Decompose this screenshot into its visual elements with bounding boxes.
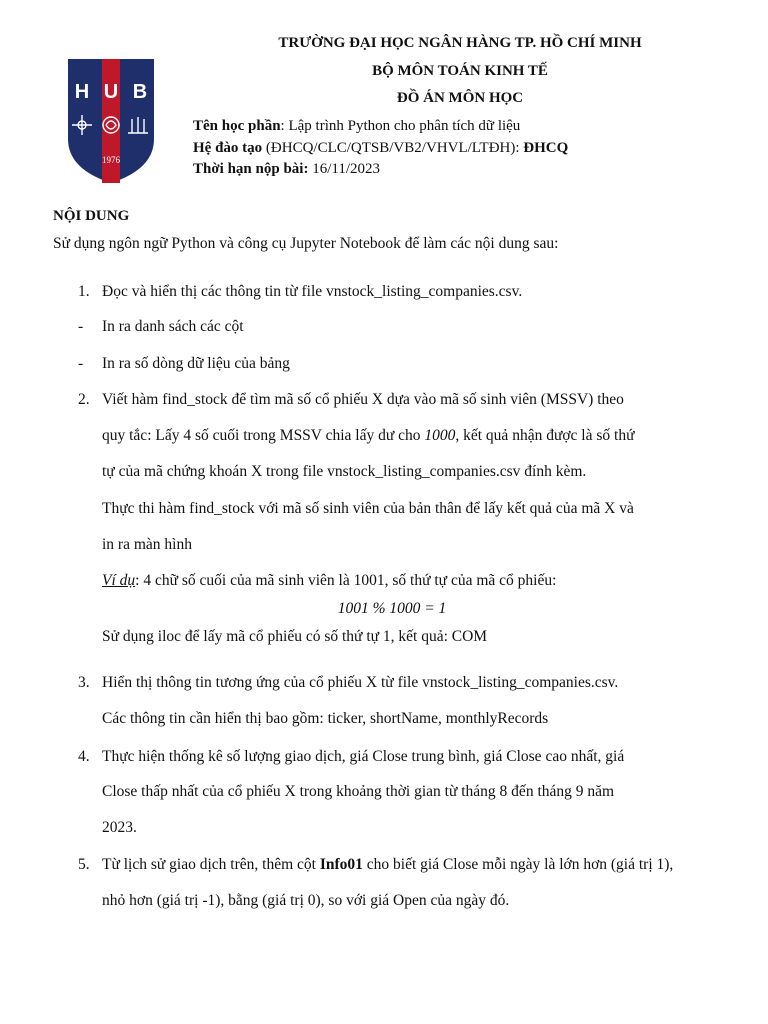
logo-letter-u: U xyxy=(103,81,119,103)
department-name: BỘ MÔN TOÁN KINH TẾ xyxy=(372,63,548,79)
item-2-line-4: Thực thi hàm find_stock với mã số sinh viên của bản thân để lấy kết quả của mã X và xyxy=(102,500,634,517)
item-2-example xyxy=(102,572,556,590)
item-1-sub-2-dash: - xyxy=(78,355,84,372)
example-label: Ví dụ xyxy=(102,572,136,589)
item-3-line-1: Hiển thị thông tin tương ứng của cổ phiếu X từ file vnstock_listing_companies.csv. xyxy=(102,674,619,691)
example-text: : 4 chữ số cuối của mã sinh viên là 1001, số thứ tự của mã cổ phiếu: xyxy=(135,572,557,589)
item-2-line-2a: quy tắc: Lấy 4 số cuối trong MSSV chia lấy dư cho xyxy=(102,427,425,444)
item-3-line-2: Các thông tin cần hiển thị bao gồm: ticker, shortName, monthlyRecords xyxy=(102,710,549,727)
item-1-number: 1. xyxy=(78,283,90,300)
item-2-divisor: 1000 xyxy=(424,427,456,444)
deadline-line xyxy=(193,161,380,178)
logo-letter-b: B xyxy=(132,81,148,103)
university-name: TRƯỜNG ĐẠI HỌC NGÂN HÀNG TP. HỒ CHÍ MINH xyxy=(278,35,642,51)
item-1-sub-1: In ra danh sách các cột xyxy=(102,318,244,335)
logo-year: 1976 xyxy=(102,155,120,165)
item-2-line-2c: , kết quả nhận được là số thứ xyxy=(455,427,635,444)
item-5-line-1c: cho biết giá Close mỗi ngày là lớn hơn (giá trị 1), xyxy=(362,856,674,873)
system-value: ĐHCQ xyxy=(523,140,569,156)
deadline-value: 16/11/2023 xyxy=(308,161,380,177)
item-2-line-7: Sử dụng iloc để lấy mã cổ phiếu có số thứ tự 1, kết quả: COM xyxy=(102,628,488,645)
item-1-sub-2: In ra số dòng dữ liệu của bảng xyxy=(102,355,290,372)
item-4-line-2: Close thấp nhất của cổ phiếu X trong khoảng thời gian từ tháng 8 đến tháng 9 năm xyxy=(102,783,615,800)
section-title: NỘI DUNG xyxy=(53,208,130,224)
deadline-label: Thời hạn nộp bài: xyxy=(193,161,309,177)
item-5-line-2: nhỏ hơn (giá trị -1), bằng (giá trị 0), so với giá Open của ngày đó. xyxy=(102,892,510,909)
example-formula: 1001 % 1000 = 1 xyxy=(337,600,447,617)
course-label: Tên học phần xyxy=(193,118,281,134)
item-4-line-1: Thực hiện thống kê số lượng giao dịch, giá Close trung bình, giá Close cao nhất, giá xyxy=(102,748,625,765)
item-5-line-1 xyxy=(102,856,673,874)
training-system-line xyxy=(193,140,568,157)
intro-text: Sử dụng ngôn ngữ Python và công cụ Jupyter Notebook để làm các nội dung sau: xyxy=(53,235,559,252)
item-4-line-3: 2023. xyxy=(102,819,137,836)
item-2-line-1: Viết hàm find_stock để tìm mã số cổ phiếu X dựa vào mã số sinh viên (MSSV) theo xyxy=(102,391,624,408)
item-2-line-3: tự của mã chứng khoán X trong file vnstock_listing_companies.csv đính kèm. xyxy=(102,463,587,480)
logo-letter-h: H xyxy=(74,81,90,103)
system-options: (ĐHCQ/CLC/QTSB/VB2/VHVL/LTĐH): xyxy=(262,140,524,156)
course-line xyxy=(193,118,520,135)
item-2-number: 2. xyxy=(78,391,90,408)
item-1-text: Đọc và hiển thị các thông tin từ file vnstock_listing_companies.csv. xyxy=(102,283,523,300)
item-2-line-2 xyxy=(102,427,634,445)
system-label: Hệ đào tạo xyxy=(193,140,263,156)
document-type: ĐỒ ÁN MÔN HỌC xyxy=(396,90,524,106)
item-2-line-5: in ra màn hình xyxy=(102,536,192,553)
item-1-sub-1-dash: - xyxy=(78,318,84,335)
item-5-line-1a: Từ lịch sử giao dịch trên, thêm cột xyxy=(102,856,320,873)
item-3-number: 3. xyxy=(78,674,90,691)
item-5-number: 5. xyxy=(78,856,90,873)
column-name-info01: Info01 xyxy=(319,856,363,873)
item-4-number: 4. xyxy=(78,748,90,765)
course-value: : Lập trình Python cho phân tích dữ liệu xyxy=(280,118,521,134)
hub-logo xyxy=(66,53,156,185)
